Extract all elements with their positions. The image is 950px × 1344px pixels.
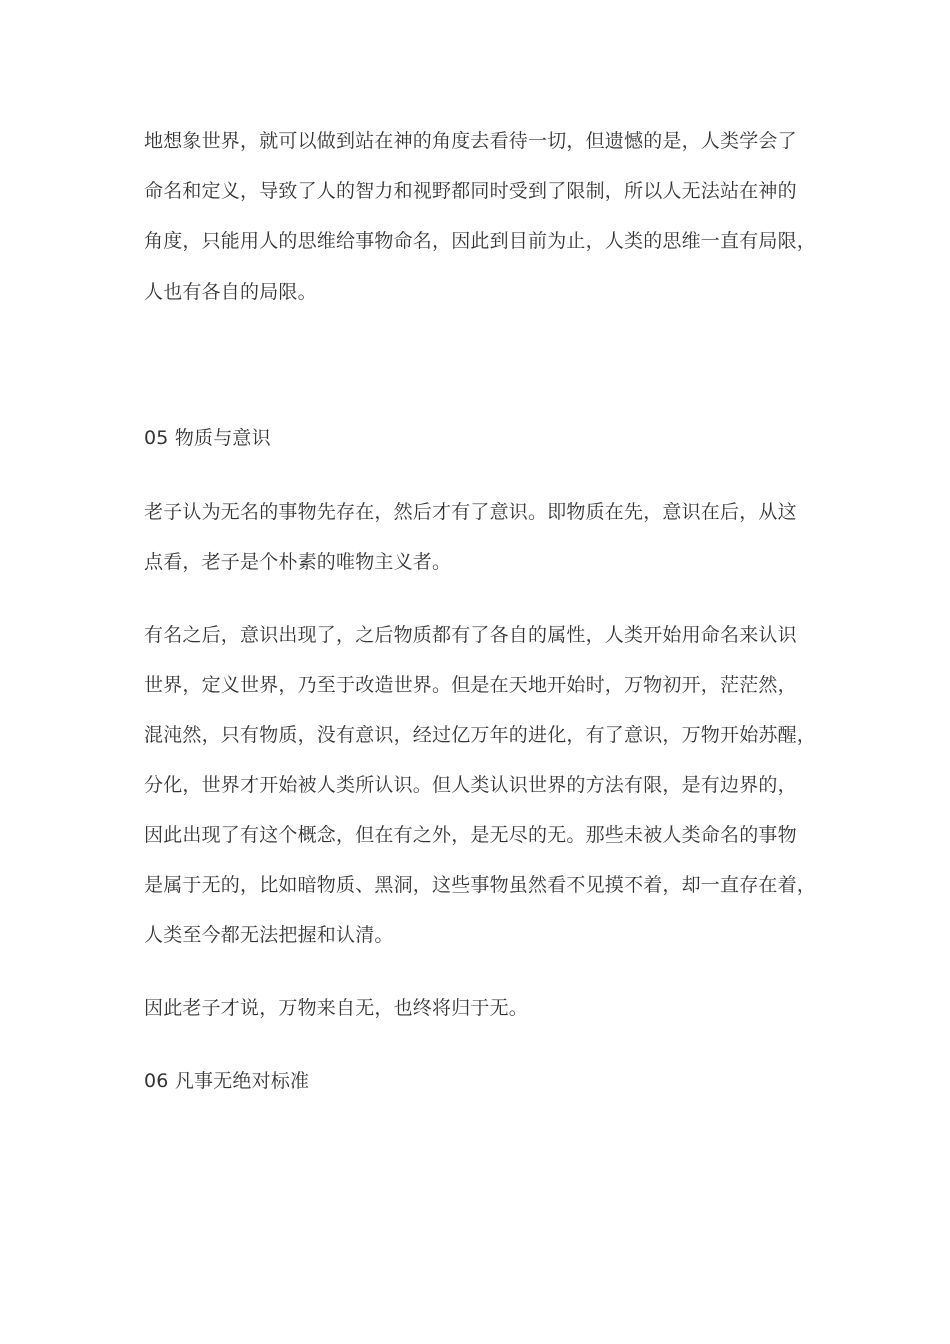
text-line: 角度，只能用人的思维给事物命名，因此到目前为止，人类的思维一直有局限， [144, 230, 817, 252]
text-line: 点看，老子是个朴素的唯物主义者。 [144, 551, 452, 573]
text-line: 人类至今都无法把握和认清。 [144, 924, 394, 946]
text-line: 混沌然，只有物质，没有意识，经过亿万年的进化，有了意识，万物开始苏醒， [144, 724, 817, 746]
text-line: 世界，定义世界，乃至于改造世界。但是在天地开始时，万物初开，茫茫然， [144, 674, 797, 696]
text-line: 是属于无的，比如暗物质、黑洞，这些事物虽然看不见摸不着，却一直存在着， [144, 874, 817, 896]
text-line: 命名和定义，导致了人的智力和视野都同时受到了限制，所以人无法站在神的 [144, 180, 797, 202]
text-line: 老子认为无名的事物先存在，然后才有了意识。即物质在先，意识在后，从这 [144, 501, 797, 523]
section-heading-06: 06 凡事无绝对标准 [144, 1070, 310, 1092]
text-line: 因此出现了有这个概念，但在有之外，是无尽的无。那些未被人类命名的事物 [144, 824, 797, 846]
text-line: 地想象世界，就可以做到站在神的角度去看待一切，但遗憾的是，人类学会了 [144, 130, 797, 152]
text-line: 人也有各自的局限。 [144, 281, 317, 303]
text-line: 分化，世界才开始被人类所认识。但人类认识世界的方法有限，是有边界的， [144, 774, 797, 796]
text-line: 因此老子才说，万物来自无，也终将归于无。 [144, 997, 529, 1019]
text-line: 有名之后，意识出现了，之后物质都有了各自的属性，人类开始用命名来认识 [144, 624, 797, 646]
section-heading-05: 05 物质与意识 [144, 427, 271, 449]
